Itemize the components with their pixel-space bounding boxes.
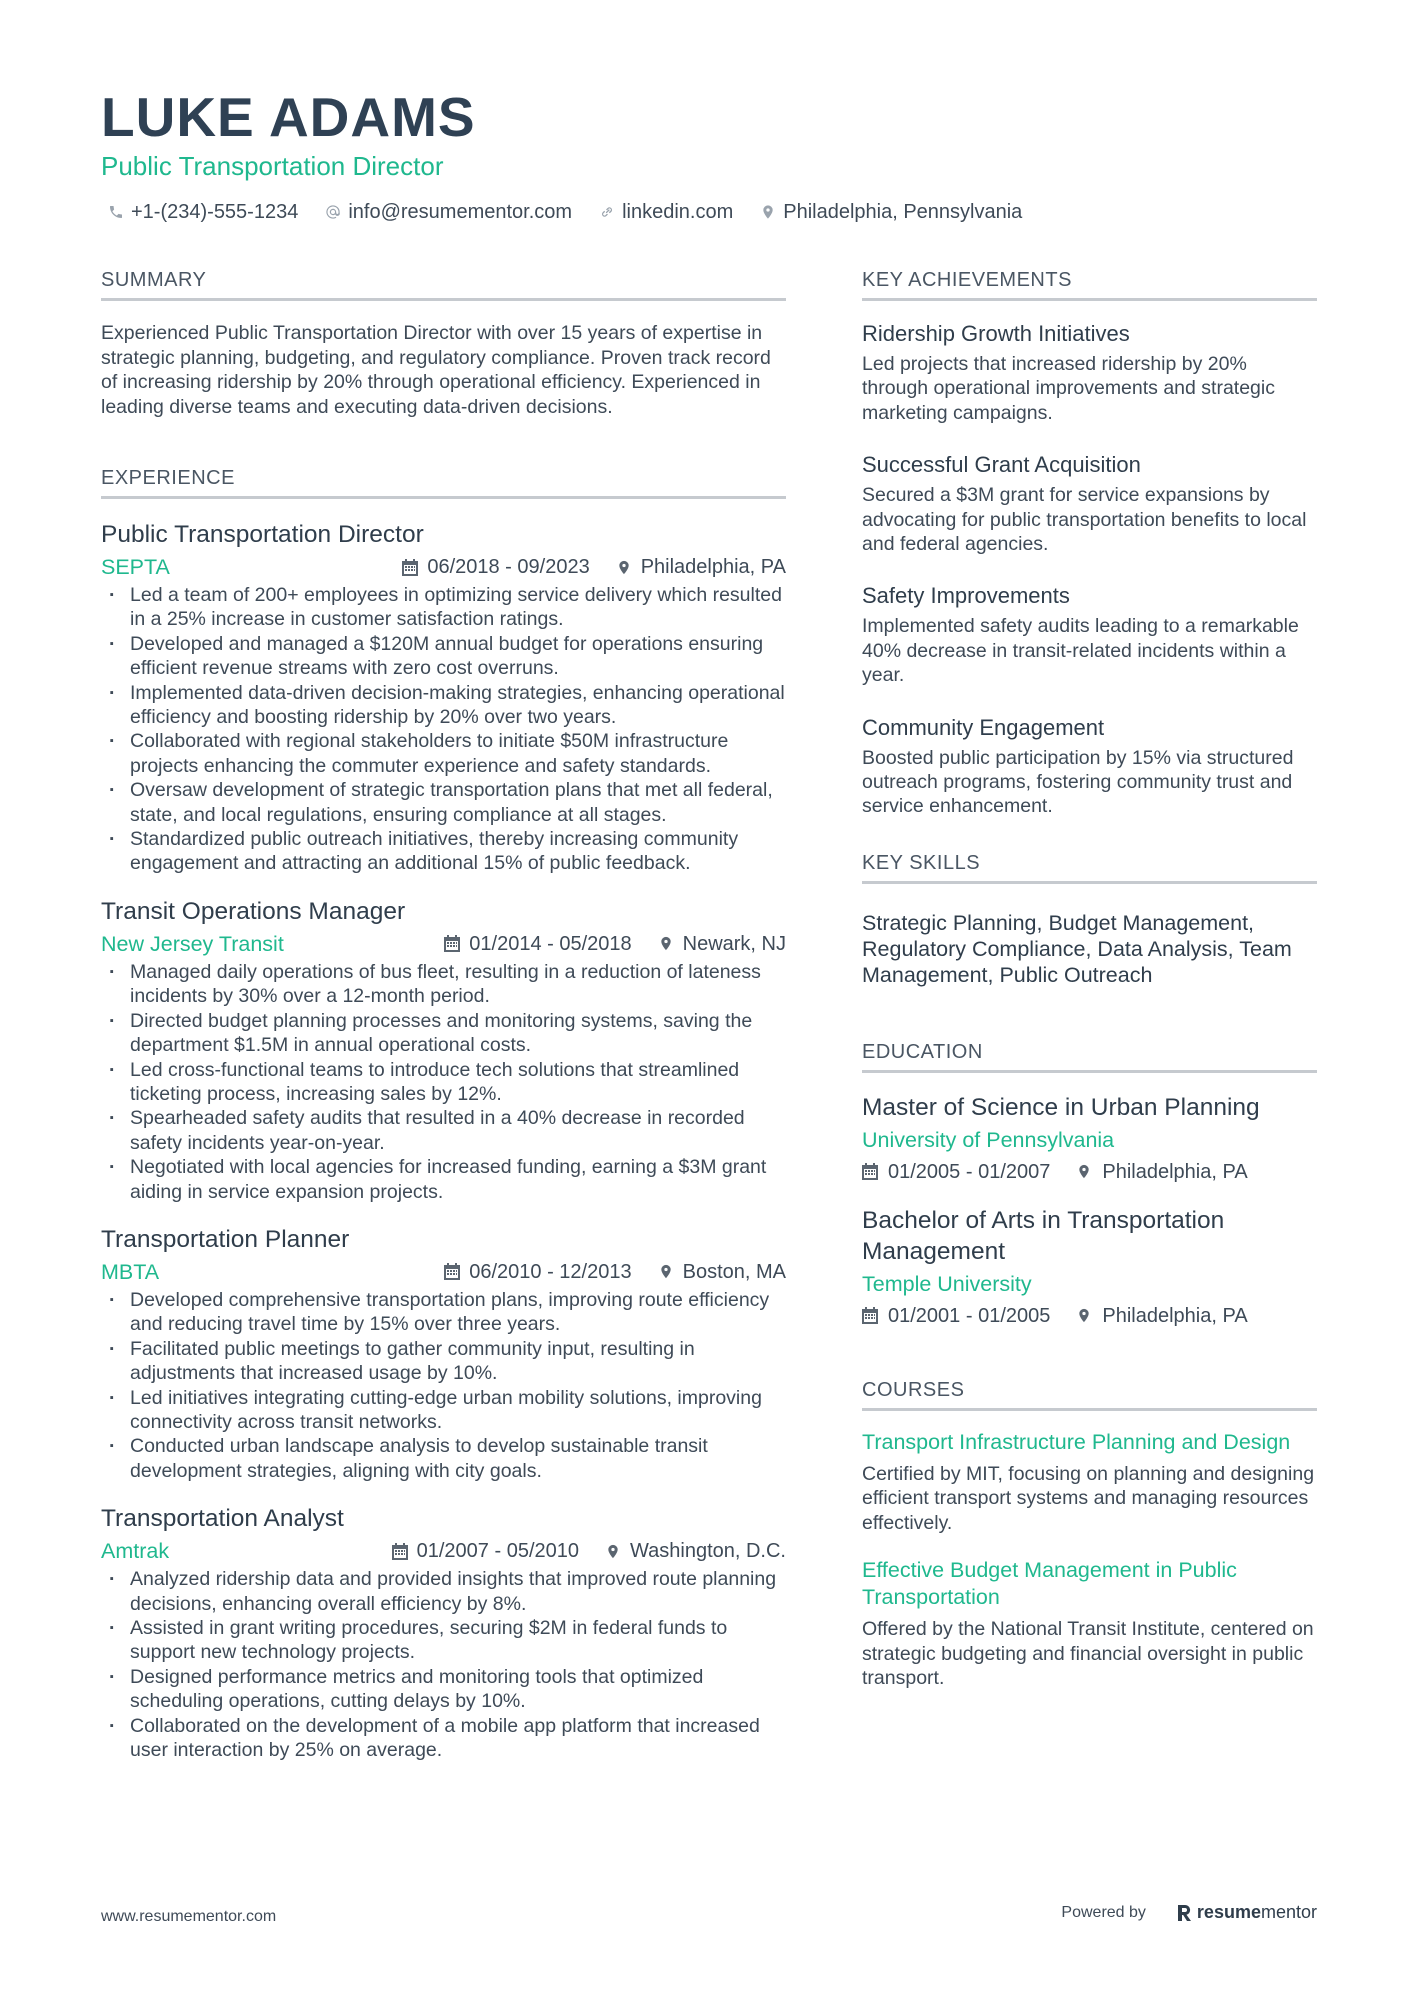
achievement-item xyxy=(862,319,1317,425)
job-dates-text: 01/2007 - 05/2010 xyxy=(416,1540,579,1563)
job-location xyxy=(605,1537,786,1565)
education-school: Temple University xyxy=(862,1271,1032,1296)
bullet-item: · Conducted urban landscape analysis to develop sustainable transit development strategies, aligning with city goals. xyxy=(101,1434,786,1483)
location-pin-icon xyxy=(658,1263,674,1280)
job-location xyxy=(616,553,786,581)
calendar-icon xyxy=(444,935,460,952)
contact-bar xyxy=(108,198,1049,226)
email-text: info@resumementor.com xyxy=(348,201,573,223)
resumementor-logo-icon xyxy=(1176,1903,1192,1923)
bullet-item: · Analyzed ridership data and provided insights that improved route planning decisions, enhancing overall efficiency by 8%. xyxy=(101,1567,786,1616)
bullet-item: · Implemented data-driven decision-making strategies, enhancing operational efficiency and boosting ridership by 20% over two years. xyxy=(101,681,786,730)
job-location-text: Newark, NJ xyxy=(682,932,786,955)
achievements-heading: KEY ACHIEVEMENTS xyxy=(862,266,1317,301)
bullet-item: · Facilitated public meetings to gather community input, resulting in adjustments that increased usage by 10%. xyxy=(101,1337,786,1386)
job-entry xyxy=(101,1224,786,1483)
education-section xyxy=(862,1038,1317,1330)
job-title: Transportation Analyst xyxy=(101,1505,344,1533)
bullet-item: · Assisted in grant writing procedures, securing $2M in federal funds to support new technology projects. xyxy=(101,1616,786,1665)
bullet-item: · Standardized public outreach initiatives, thereby increasing community engagement and attracting an additional 15% of public feedback. xyxy=(101,827,786,876)
education-school: University of Pennsylvania xyxy=(862,1127,1115,1152)
bullet-item: · Developed comprehensive transportation plans, improving route efficiency and reducing travel time by 15% over three years. xyxy=(101,1288,786,1337)
job-entry xyxy=(101,1503,786,1762)
right-column xyxy=(862,266,1317,1690)
job-meta-right xyxy=(444,1258,786,1286)
phone-text: +1-(234)-555-1234 xyxy=(131,201,299,223)
summary-section xyxy=(101,266,786,419)
brand-name-thin: mentor xyxy=(1260,1902,1317,1922)
course-item xyxy=(862,1429,1317,1535)
education-item xyxy=(862,1092,1317,1186)
job-location-text: Boston, MA xyxy=(682,1260,786,1283)
job-title: Public Transportation Director xyxy=(101,521,424,548)
experience-section xyxy=(101,464,786,1762)
bullet-item: · Developed and managed a $120M annual budget for operations ensuring efficient revenue streams with zero cost overruns. xyxy=(101,632,786,681)
job-bullets xyxy=(101,583,786,876)
course-item xyxy=(862,1557,1317,1690)
summary-heading: SUMMARY xyxy=(101,266,786,301)
achievement-title: Safety Improvements xyxy=(862,583,1070,609)
skills-heading: KEY SKILLS xyxy=(862,849,1317,884)
education-dates xyxy=(862,1302,1050,1330)
education-dates-text: 01/2001 - 01/2005 xyxy=(888,1304,1051,1327)
bullet-item: · Negotiated with local agencies for increased funding, earning a $3M grant aiding in service expansion projects. xyxy=(101,1155,786,1204)
job-bullets xyxy=(101,960,786,1204)
achievement-title: Successful Grant Acquisition xyxy=(862,452,1141,478)
footer-branding xyxy=(1061,1902,1317,1923)
location-pin-icon xyxy=(616,559,632,576)
bullet-item: · Led a team of 200+ employees in optimizing service delivery which resulted in a 25% increase in customer satisfaction ratings. xyxy=(101,583,786,632)
job-dates-text: 06/2018 - 09/2023 xyxy=(427,556,590,578)
education-degree: Bachelor of Arts in Transportation Management xyxy=(862,1206,1225,1265)
job-location-text: Philadelphia, PA xyxy=(640,556,786,578)
phone-icon xyxy=(108,204,124,220)
job-meta xyxy=(101,553,786,581)
link-icon xyxy=(599,204,615,220)
education-heading: EDUCATION xyxy=(862,1038,1317,1073)
job-dates-text: 01/2014 - 05/2018 xyxy=(469,932,632,955)
achievement-title: Ridership Growth Initiatives xyxy=(862,321,1130,346)
summary-text: Experienced Public Transportation Director with over 15 years of expertise in strategic planning, budgeting, and regulatory compliance. Proven track record of increasing ridership by 20% through operational efficiency. Experienced in leading diverse teams and executing data-driven decisions. xyxy=(101,322,771,418)
job-entry xyxy=(101,519,786,876)
job-bullets xyxy=(101,1288,786,1483)
job-bullets xyxy=(101,1567,786,1762)
experience-heading: EXPERIENCE xyxy=(101,464,786,499)
achievement-text: Boosted public participation by 15% via structured outreach programs, fostering community trust and service enhancement. xyxy=(862,746,1294,818)
brand-logo[interactable] xyxy=(1176,1902,1317,1923)
job-location xyxy=(658,930,786,958)
job-company: SEPTA xyxy=(101,555,170,579)
calendar-icon xyxy=(444,1263,460,1280)
course-title: Effective Budget Management in Public Transportation xyxy=(862,1558,1237,1610)
education-meta xyxy=(862,1158,1317,1186)
job-dates xyxy=(444,1258,631,1286)
job-dates xyxy=(392,1537,579,1565)
contact-phone xyxy=(108,198,298,226)
bullet-item: · Led cross-functional teams to introduce tech solutions that streamlined ticketing process, increasing sales by 12%. xyxy=(101,1058,786,1107)
location-pin-icon xyxy=(658,935,674,952)
at-icon xyxy=(325,204,341,220)
education-location xyxy=(1076,1158,1247,1186)
skills-text: Strategic Planning, Budget Management, Regulatory Compliance, Data Analysis, Team Management, Public Outreach xyxy=(862,910,1292,987)
job-meta-right xyxy=(402,553,786,581)
achievement-title: Community Engagement xyxy=(862,714,1105,740)
job-dates-text: 06/2010 - 12/2013 xyxy=(469,1260,632,1283)
courses-heading: COURSES xyxy=(862,1376,1317,1411)
job-meta xyxy=(101,930,786,958)
candidate-name: LUKE ADAMS xyxy=(101,86,476,148)
job-entry xyxy=(101,896,786,1204)
powered-by-label: Powered by xyxy=(1061,1903,1146,1921)
left-column xyxy=(101,266,786,1762)
job-title: Transportation Planner xyxy=(101,1225,350,1253)
calendar-icon xyxy=(862,1307,878,1324)
bullet-item: · Collaborated with regional stakeholders to initiate $50M infrastructure projects enhancing the commuter experience and safety standards. xyxy=(101,729,786,778)
job-meta xyxy=(101,1537,786,1565)
contact-linkedin xyxy=(599,198,733,226)
achievement-item xyxy=(862,450,1317,556)
job-meta-right xyxy=(392,1537,786,1565)
location-pin-icon xyxy=(1076,1307,1092,1324)
bullet-item: · Collaborated on the development of a mobile app platform that increased user interaction by 25% on average. xyxy=(101,1714,786,1763)
brand-name-bold: resume xyxy=(1196,1902,1261,1922)
job-meta xyxy=(101,1258,786,1286)
calendar-icon xyxy=(402,559,418,576)
job-title: Transit Operations Manager xyxy=(101,897,406,925)
bullet-item: · Led initiatives integrating cutting-edge urban mobility solutions, improving connectivity across transit networks. xyxy=(101,1386,786,1435)
job-meta-right xyxy=(444,930,786,958)
course-text: Offered by the National Transit Institute, centered on strategic budgeting and financial oversight in public transport. xyxy=(862,1618,1314,1689)
achievements-list xyxy=(862,319,1317,819)
location-pin-icon xyxy=(1076,1163,1092,1180)
skills-section xyxy=(862,849,1317,988)
bullet-item: · Directed budget planning processes and monitoring systems, saving the department $1.5M in annual operational costs. xyxy=(101,1009,786,1058)
bullet-item: · Managed daily operations of bus fleet, resulting in a reduction of lateness incidents by 30% over a 12-month period. xyxy=(101,960,786,1009)
job-company: Amtrak xyxy=(101,1539,170,1564)
courses-section xyxy=(862,1376,1317,1690)
job-company: MBTA xyxy=(101,1259,160,1284)
achievement-text: Secured a $3M grant for service expansions by advocating for public transportation benefits to local and federal agencies. xyxy=(862,484,1307,556)
candidate-role: Public Transportation Director xyxy=(101,151,444,181)
education-dates-text: 01/2005 - 01/2007 xyxy=(888,1160,1051,1183)
calendar-icon xyxy=(392,1543,408,1560)
education-item xyxy=(862,1205,1317,1330)
education-location-text: Philadelphia, PA xyxy=(1102,1160,1248,1183)
education-location-text: Philadelphia, PA xyxy=(1102,1304,1248,1327)
footer-website[interactable]: www.resumementor.com xyxy=(101,1908,277,1925)
bullet-item: · Designed performance metrics and monitoring tools that optimized scheduling operations, cutting delays by 10%. xyxy=(101,1665,786,1714)
achievement-text: Implemented safety audits leading to a remarkable 40% decrease in transit-related incidents within a year. xyxy=(862,615,1299,687)
location-pin-icon xyxy=(760,204,776,220)
calendar-icon xyxy=(862,1163,878,1180)
bullet-item: · Oversaw development of strategic transportation plans that met all federal, state, and local regulations, ensuring compliance at all stages. xyxy=(101,778,786,827)
achievement-item xyxy=(862,713,1317,819)
job-location-text: Washington, D.C. xyxy=(630,1540,786,1563)
achievement-item xyxy=(862,581,1317,687)
education-meta xyxy=(862,1302,1317,1330)
contact-email xyxy=(325,198,572,226)
location-text: Philadelphia, Pennsylvania xyxy=(783,201,1023,223)
job-company: New Jersey Transit xyxy=(101,931,284,956)
bullet-item: · Spearheaded safety audits that resulted in a 40% decrease in recorded safety incidents year-on-year. xyxy=(101,1106,786,1155)
location-pin-icon xyxy=(605,1543,621,1560)
contact-location xyxy=(760,198,1022,226)
course-title: Transport Infrastructure Planning and Design xyxy=(862,1429,1291,1454)
job-location xyxy=(658,1258,786,1286)
education-degree: Master of Science in Urban Planning xyxy=(862,1093,1260,1121)
education-dates xyxy=(862,1158,1050,1186)
achievement-text: Led projects that increased ridership by 20% through operational improvements and strategic marketing campaigns. xyxy=(862,353,1275,424)
achievements-section xyxy=(862,266,1317,819)
linkedin-text: linkedin.com xyxy=(622,201,734,223)
job-dates xyxy=(402,553,589,581)
course-text: Certified by MIT, focusing on planning and designing efficient transport systems and managing resources effectively. xyxy=(862,1462,1315,1534)
job-dates xyxy=(444,930,631,958)
education-location xyxy=(1076,1302,1247,1330)
